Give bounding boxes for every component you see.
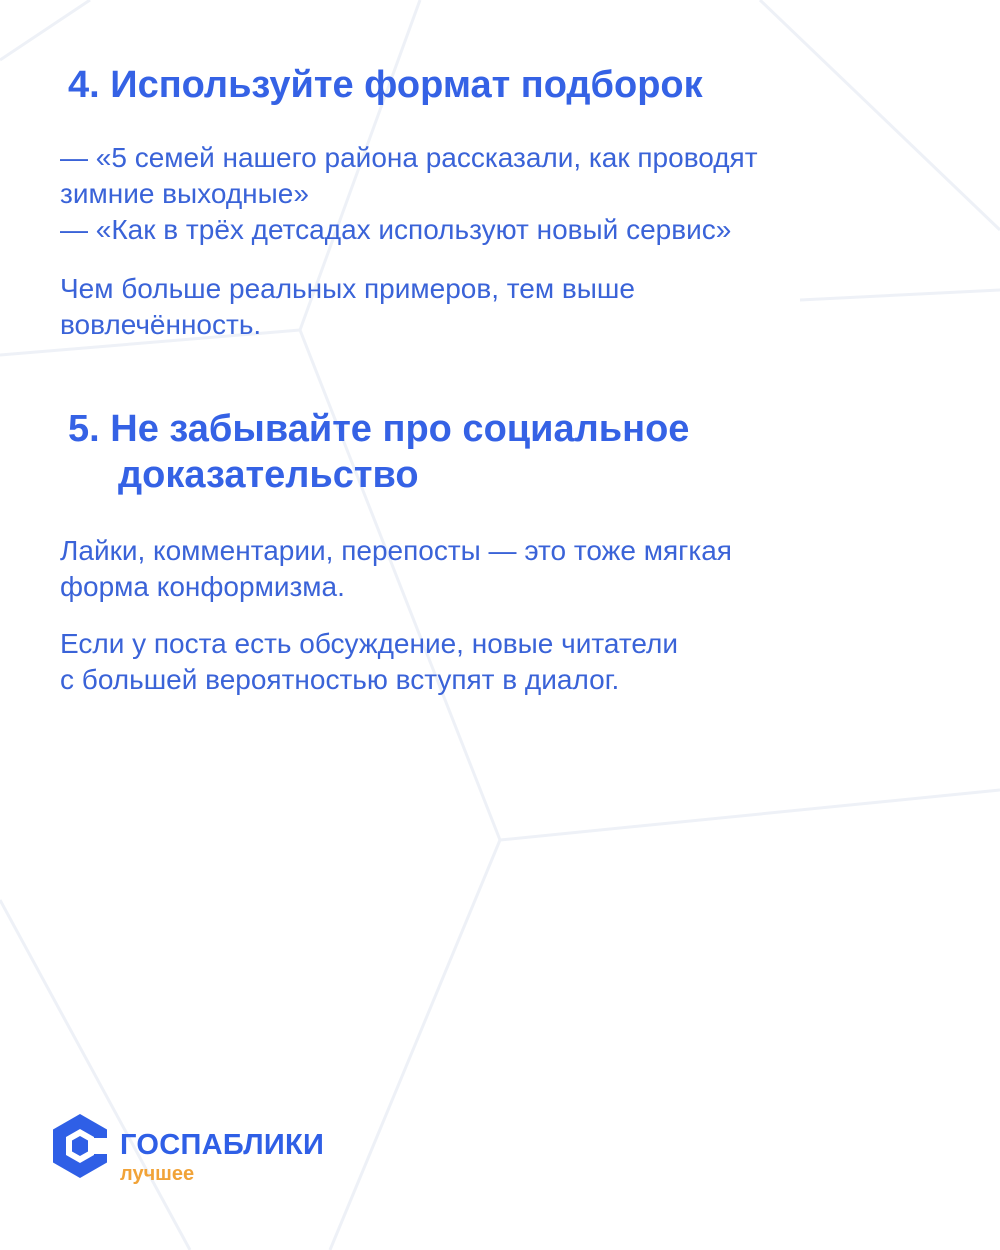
example-line-3: — «Как в трёх детсадах используют новый сервис» bbox=[60, 214, 732, 245]
section-4-number: 4. bbox=[68, 64, 100, 106]
section-5-title-line-2: доказательство bbox=[118, 454, 419, 496]
section-5-paragraph-1 bbox=[60, 533, 940, 605]
section-5-title-line-1: Не забывайте про социальное bbox=[110, 408, 690, 450]
section-4-examples bbox=[60, 140, 940, 248]
para2-line-2: с большей вероятностью вступят в диалог. bbox=[60, 664, 620, 695]
hexagon-c-logo-icon bbox=[50, 1112, 110, 1180]
para1-line-1: Лайки, комментарии, перепосты — это тоже мягкая bbox=[60, 535, 732, 566]
para1-line-2: форма конформизма. bbox=[60, 571, 345, 602]
example-line-2: зимние выходные» bbox=[60, 178, 309, 209]
section-4-heading bbox=[68, 62, 703, 108]
logo-subtitle: лучшее bbox=[120, 1163, 195, 1185]
example-line-1: — «5 семей нашего района рассказали, как проводят bbox=[60, 142, 758, 173]
note-line-2: вовлечённость. bbox=[60, 309, 262, 340]
logo-title: ГОСПАБЛИКИ bbox=[120, 1129, 325, 1161]
section-4-note bbox=[60, 271, 940, 343]
section-5-number: 5. bbox=[68, 408, 100, 450]
gospabliki-logo bbox=[50, 1112, 350, 1202]
section-4-title: Используйте формат подборок bbox=[110, 64, 703, 106]
section-5-paragraph-2 bbox=[60, 626, 940, 698]
note-line-1: Чем больше реальных примеров, тем выше bbox=[60, 273, 635, 304]
para2-line-1: Если у поста есть обсуждение, новые читатели bbox=[60, 628, 678, 659]
section-5-heading bbox=[68, 406, 689, 498]
